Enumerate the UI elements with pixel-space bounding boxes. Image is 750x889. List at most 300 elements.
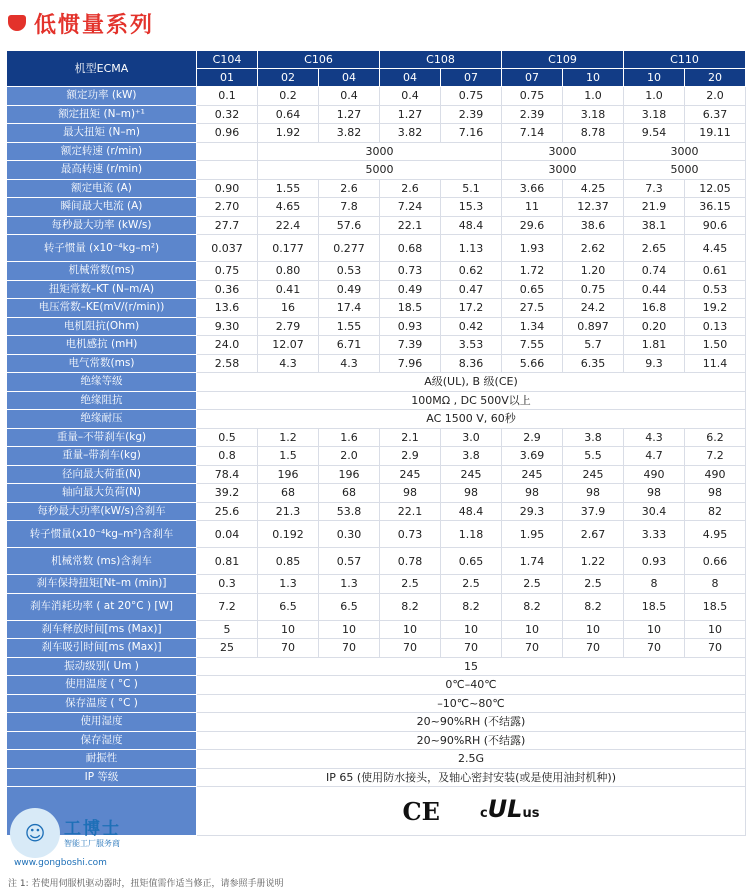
spec-value-cell <box>197 161 258 180</box>
spec-value-cell: 4.95 <box>685 521 746 548</box>
spec-value-cell: 2.9 <box>380 447 441 466</box>
spec-table <box>6 50 746 836</box>
spec-row <box>7 124 746 143</box>
spec-value-cell: 0℃–40℃ <box>197 676 746 695</box>
spec-row <box>7 521 746 548</box>
spec-value-cell: 4.65 <box>258 198 319 217</box>
spec-value-cell: 0.32 <box>197 105 258 124</box>
spec-row-label: 电气常数(ms) <box>7 354 197 373</box>
spec-row <box>7 731 746 750</box>
spec-value-cell: 36.15 <box>685 198 746 217</box>
spec-value-cell: 7.8 <box>319 198 380 217</box>
spec-value-cell: 6.2 <box>685 428 746 447</box>
spec-value-cell: 4.3 <box>624 428 685 447</box>
spec-row <box>7 502 746 521</box>
spec-value-cell: 7.3 <box>624 179 685 198</box>
spec-value-cell: 6.5 <box>319 593 380 620</box>
page-title-row <box>8 8 154 38</box>
spec-value-cell: 1.18 <box>441 521 502 548</box>
spec-row <box>7 87 746 106</box>
spec-value-cell: 7.96 <box>380 354 441 373</box>
spec-value-cell: 0.3 <box>197 575 258 594</box>
spec-value-cell: 0.192 <box>258 521 319 548</box>
spec-value-cell: 0.49 <box>319 280 380 299</box>
spec-value-cell: 11.4 <box>685 354 746 373</box>
spec-value-cell: 0.41 <box>258 280 319 299</box>
spec-value-cell: 1.27 <box>380 105 441 124</box>
series-bullet-icon <box>8 15 26 31</box>
spec-row <box>7 216 746 235</box>
spec-row-label: 绝缘耐压 <box>7 410 197 429</box>
spec-value-cell: 21.9 <box>624 198 685 217</box>
spec-value-cell: 98 <box>563 484 624 503</box>
spec-row-label: 耐振性 <box>7 750 197 769</box>
spec-value-cell: 100MΩ , DC 500V以上 <box>197 391 746 410</box>
spec-value-cell: 27.7 <box>197 216 258 235</box>
spec-value-cell: 7.55 <box>502 336 563 355</box>
spec-value-cell: 19.11 <box>685 124 746 143</box>
spec-value-cell: 13.6 <box>197 299 258 318</box>
spec-row-label: 电压常数–KE(mV/(r/min)) <box>7 299 197 318</box>
spec-value-cell: 29.3 <box>502 502 563 521</box>
spec-value-cell: 90.6 <box>685 216 746 235</box>
spec-value-cell: 3.69 <box>502 447 563 466</box>
spec-row-label: 每秒最大功率 (kW/s) <box>7 216 197 235</box>
spec-value-cell: 0.36 <box>197 280 258 299</box>
watermark <box>10 808 140 868</box>
spec-value-cell: 19.2 <box>685 299 746 318</box>
spec-value-cell: 70 <box>502 639 563 658</box>
spec-value-cell: 11 <box>502 198 563 217</box>
spec-value-cell: 3000 <box>258 142 502 161</box>
spec-value-cell: 16.8 <box>624 299 685 318</box>
spec-value-cell: 3000 <box>502 142 624 161</box>
spec-value-cell: 2.62 <box>563 235 624 262</box>
spec-row-label: 额定转速 (r/min) <box>7 142 197 161</box>
spec-value-cell: 10 <box>380 620 441 639</box>
spec-value-cell: 0.75 <box>441 87 502 106</box>
model-subcode-header: 20 <box>685 69 746 87</box>
spec-row-label: 机械常数 (ms)含刹车 <box>7 548 197 575</box>
model-subcode-header: 04 <box>319 69 380 87</box>
spec-row <box>7 713 746 732</box>
spec-row <box>7 235 746 262</box>
spec-row <box>7 657 746 676</box>
spec-value-cell: 1.3 <box>319 575 380 594</box>
spec-value-cell: 8.2 <box>563 593 624 620</box>
spec-row-label: 额定功率 (kW) <box>7 87 197 106</box>
spec-value-cell: 25.6 <box>197 502 258 521</box>
spec-value-cell: 0.81 <box>197 548 258 575</box>
page-title: 低惯量系列 <box>34 12 155 38</box>
spec-value-cell: 1.6 <box>319 428 380 447</box>
spec-row <box>7 299 746 318</box>
spec-value-cell: 8.36 <box>441 354 502 373</box>
spec-value-cell: 15.3 <box>441 198 502 217</box>
spec-value-cell: 7.39 <box>380 336 441 355</box>
spec-value-cell: 6.37 <box>685 105 746 124</box>
spec-value-cell: 70 <box>319 639 380 658</box>
spec-value-cell: 0.90 <box>197 179 258 198</box>
spec-value-cell: 30.4 <box>624 502 685 521</box>
spec-value-cell: 1.81 <box>624 336 685 355</box>
spec-value-cell: 0.037 <box>197 235 258 262</box>
spec-value-cell: 1.74 <box>502 548 563 575</box>
spec-value-cell: 37.9 <box>563 502 624 521</box>
spec-value-cell: 2.58 <box>197 354 258 373</box>
spec-value-cell: 0.2 <box>258 87 319 106</box>
spec-value-cell: 2.1 <box>380 428 441 447</box>
spec-row-label: IP 等级 <box>7 768 197 787</box>
spec-value-cell: 0.1 <box>197 87 258 106</box>
spec-row <box>7 391 746 410</box>
spec-value-cell: 24.2 <box>563 299 624 318</box>
spec-row <box>7 620 746 639</box>
spec-value-cell: 1.55 <box>319 317 380 336</box>
spec-value-cell: 18.5 <box>624 593 685 620</box>
spec-value-cell: 2.79 <box>258 317 319 336</box>
spec-value-cell: 0.177 <box>258 235 319 262</box>
spec-value-cell: 0.73 <box>380 262 441 281</box>
spec-value-cell: 17.2 <box>441 299 502 318</box>
spec-value-cell: 1.13 <box>441 235 502 262</box>
spec-value-cell: 4.25 <box>563 179 624 198</box>
certification-cell <box>197 787 746 836</box>
spec-value-cell: 1.3 <box>258 575 319 594</box>
spec-value-cell: 22.1 <box>380 502 441 521</box>
spec-value-cell: 10 <box>563 620 624 639</box>
spec-row <box>7 428 746 447</box>
spec-value-cell: 1.5 <box>258 447 319 466</box>
spec-value-cell: 4.3 <box>258 354 319 373</box>
spec-value-cell: 0.68 <box>380 235 441 262</box>
spec-row <box>7 280 746 299</box>
spec-value-cell: 9.54 <box>624 124 685 143</box>
spec-value-cell: 0.42 <box>441 317 502 336</box>
model-group-header: C110 <box>624 51 746 69</box>
spec-value-cell: 1.95 <box>502 521 563 548</box>
spec-value-cell: 7.14 <box>502 124 563 143</box>
spec-value-cell: 245 <box>563 465 624 484</box>
model-group-header: C106 <box>258 51 380 69</box>
spec-value-cell: 9.3 <box>624 354 685 373</box>
spec-value-cell: 0.85 <box>258 548 319 575</box>
spec-value-cell: 1.27 <box>319 105 380 124</box>
spec-value-cell: –10℃~80℃ <box>197 694 746 713</box>
ce-mark-icon: CE <box>402 796 440 826</box>
spec-value-cell: 2.0 <box>685 87 746 106</box>
spec-value-cell: 8 <box>685 575 746 594</box>
spec-row <box>7 179 746 198</box>
model-subcode-header: 07 <box>502 69 563 87</box>
spec-value-cell: 0.20 <box>624 317 685 336</box>
spec-value-cell: 2.5 <box>563 575 624 594</box>
spec-row-label: 刹车释放时间[ms (Max)] <box>7 620 197 639</box>
model-header-label: 机型ECMA <box>7 51 197 87</box>
spec-value-cell: 4.45 <box>685 235 746 262</box>
spec-value-cell: 98 <box>380 484 441 503</box>
mascot-icon: ☺ <box>10 808 60 858</box>
spec-value-cell: 0.53 <box>685 280 746 299</box>
spec-value-cell: 0.93 <box>624 548 685 575</box>
spec-value-cell: 1.50 <box>685 336 746 355</box>
spec-value-cell: 29.6 <box>502 216 563 235</box>
spec-value-cell: 70 <box>624 639 685 658</box>
spec-value-cell: 7.24 <box>380 198 441 217</box>
spec-value-cell: 0.8 <box>197 447 258 466</box>
model-subcode-header: 01 <box>197 69 258 87</box>
spec-value-cell: 196 <box>319 465 380 484</box>
spec-value-cell: 2.5 <box>380 575 441 594</box>
spec-value-cell: 0.65 <box>502 280 563 299</box>
spec-value-cell: 10 <box>685 620 746 639</box>
spec-value-cell: 2.5G <box>197 750 746 769</box>
model-group-header: C104 <box>197 51 258 69</box>
spec-row <box>7 142 746 161</box>
spec-row-label: 保存温度 ( °C ) <box>7 694 197 713</box>
spec-value-cell: 0.73 <box>380 521 441 548</box>
spec-value-cell: 2.6 <box>380 179 441 198</box>
spec-value-cell: 0.57 <box>319 548 380 575</box>
spec-value-cell: 1.0 <box>624 87 685 106</box>
spec-row <box>7 484 746 503</box>
spec-value-cell: 3.8 <box>441 447 502 466</box>
spec-row <box>7 768 746 787</box>
spec-value-cell: 0.897 <box>563 317 624 336</box>
spec-value-cell: 21.3 <box>258 502 319 521</box>
spec-row-label: 额定扭矩 (N–m)⁺¹ <box>7 105 197 124</box>
spec-value-cell: 24.0 <box>197 336 258 355</box>
spec-row-label: 绝缘等级 <box>7 373 197 392</box>
spec-value-cell: 1.92 <box>258 124 319 143</box>
spec-row <box>7 262 746 281</box>
spec-row <box>7 198 746 217</box>
spec-value-cell: 3.82 <box>319 124 380 143</box>
model-subcode-header: 10 <box>563 69 624 87</box>
spec-value-cell: 82 <box>685 502 746 521</box>
spec-value-cell: 1.0 <box>563 87 624 106</box>
spec-value-cell: 3.66 <box>502 179 563 198</box>
model-subcode-header: 10 <box>624 69 685 87</box>
spec-value-cell: 98 <box>502 484 563 503</box>
spec-value-cell: 2.39 <box>502 105 563 124</box>
spec-value-cell: 10 <box>258 620 319 639</box>
spec-row-label: 机械常数(ms) <box>7 262 197 281</box>
spec-value-cell: 0.4 <box>319 87 380 106</box>
spec-value-cell: 2.6 <box>319 179 380 198</box>
spec-row-label: 每秒最大功率(kW/s)含刹车 <box>7 502 197 521</box>
spec-value-cell: 16 <box>258 299 319 318</box>
spec-value-cell: 196 <box>258 465 319 484</box>
spec-value-cell: 2.9 <box>502 428 563 447</box>
spec-value-cell: 3.82 <box>380 124 441 143</box>
spec-value-cell: 53.8 <box>319 502 380 521</box>
spec-value-cell: 0.75 <box>502 87 563 106</box>
spec-value-cell: 18.5 <box>685 593 746 620</box>
spec-row-label: 振动级别( Um ) <box>7 657 197 676</box>
spec-row-label: 刹车消耗功率 ( at 20°C ) [W] <box>7 593 197 620</box>
spec-value-cell: 0.47 <box>441 280 502 299</box>
spec-value-cell: 1.55 <box>258 179 319 198</box>
spec-value-cell: 17.4 <box>319 299 380 318</box>
ul-mark: UL <box>487 794 523 823</box>
spec-value-cell: IP 65 (使用防水接头，及轴心密封安装(或是使用油封机种)) <box>197 768 746 787</box>
spec-row-label: 径向最大荷重(N) <box>7 465 197 484</box>
spec-value-cell: 9.30 <box>197 317 258 336</box>
spec-value-cell: 2.5 <box>502 575 563 594</box>
spec-value-cell: 10 <box>441 620 502 639</box>
spec-value-cell: 5.66 <box>502 354 563 373</box>
spec-row <box>7 447 746 466</box>
spec-value-cell: 3.8 <box>563 428 624 447</box>
spec-value-cell: 68 <box>258 484 319 503</box>
spec-value-cell: 1.93 <box>502 235 563 262</box>
spec-row <box>7 593 746 620</box>
spec-value-cell: 0.5 <box>197 428 258 447</box>
spec-value-cell: 70 <box>441 639 502 658</box>
spec-value-cell: 2.0 <box>319 447 380 466</box>
footnote: 注 1: 若使用伺服机驱动器时，扭矩值需作适当修正，请参照手册说明 <box>8 879 284 889</box>
spec-value-cell: 0.64 <box>258 105 319 124</box>
spec-value-cell: 48.4 <box>441 216 502 235</box>
spec-row <box>7 317 746 336</box>
spec-value-cell: 1.2 <box>258 428 319 447</box>
spec-value-cell: 2.65 <box>624 235 685 262</box>
model-subcode-header: 07 <box>441 69 502 87</box>
spec-value-cell: 5.7 <box>563 336 624 355</box>
spec-row <box>7 354 746 373</box>
spec-value-cell: 57.6 <box>319 216 380 235</box>
spec-value-cell: 490 <box>624 465 685 484</box>
spec-row <box>7 465 746 484</box>
spec-value-cell: 7.2 <box>685 447 746 466</box>
spec-value-cell: 5000 <box>258 161 502 180</box>
spec-value-cell: 2.67 <box>563 521 624 548</box>
spec-value-cell: 48.4 <box>441 502 502 521</box>
spec-value-cell: 25 <box>197 639 258 658</box>
spec-value-cell: 5000 <box>624 161 746 180</box>
model-group-header: C108 <box>380 51 502 69</box>
spec-value-cell: 0.4 <box>380 87 441 106</box>
spec-value-cell: 3.33 <box>624 521 685 548</box>
spec-value-cell: 7.2 <box>197 593 258 620</box>
spec-value-cell: 27.5 <box>502 299 563 318</box>
spec-value-cell: 0.78 <box>380 548 441 575</box>
spec-value-cell: 0.96 <box>197 124 258 143</box>
spec-row <box>7 694 746 713</box>
us-suffix: us <box>522 805 540 821</box>
spec-value-cell: 12.05 <box>685 179 746 198</box>
spec-row <box>7 639 746 658</box>
spec-value-cell: 38.6 <box>563 216 624 235</box>
spec-value-cell: 0.62 <box>441 262 502 281</box>
spec-row-label: 电机感抗 (mH) <box>7 336 197 355</box>
spec-value-cell: 6.71 <box>319 336 380 355</box>
spec-value-cell: 0.74 <box>624 262 685 281</box>
spec-value-cell: 245 <box>380 465 441 484</box>
spec-row-label: 最大扭矩 (N–m) <box>7 124 197 143</box>
spec-row-label: 重量–带刹车(kg) <box>7 447 197 466</box>
spec-value-cell: 245 <box>502 465 563 484</box>
spec-value-cell: 0.30 <box>319 521 380 548</box>
spec-value-cell: 7.16 <box>441 124 502 143</box>
spec-value-cell: 0.66 <box>685 548 746 575</box>
cul-prefix: c <box>479 805 488 821</box>
spec-row <box>7 373 746 392</box>
spec-value-cell: 39.2 <box>197 484 258 503</box>
spec-value-cell: 3000 <box>502 161 624 180</box>
watermark-brand: 工博士 <box>64 819 121 839</box>
spec-value-cell: 12.37 <box>563 198 624 217</box>
spec-value-cell: 8.2 <box>502 593 563 620</box>
spec-value-cell: 5 <box>197 620 258 639</box>
spec-value-cell: 1.34 <box>502 317 563 336</box>
spec-row <box>7 336 746 355</box>
spec-row-label: 刹车吸引时间[ms (Max)] <box>7 639 197 658</box>
spec-row <box>7 161 746 180</box>
spec-value-cell: 0.53 <box>319 262 380 281</box>
spec-row <box>7 410 746 429</box>
spec-value-cell: 6.5 <box>258 593 319 620</box>
spec-value-cell: 8.2 <box>380 593 441 620</box>
spec-value-cell: 22.1 <box>380 216 441 235</box>
spec-value-cell: 70 <box>563 639 624 658</box>
spec-value-cell: 98 <box>441 484 502 503</box>
spec-value-cell: 10 <box>502 620 563 639</box>
spec-row-label: 轴向最大负荷(N) <box>7 484 197 503</box>
spec-value-cell: 3.0 <box>441 428 502 447</box>
spec-value-cell: 10 <box>624 620 685 639</box>
spec-value-cell: 18.5 <box>380 299 441 318</box>
spec-row-label: 瞬间最大电流 (A) <box>7 198 197 217</box>
spec-value-cell: 70 <box>380 639 441 658</box>
spec-value-cell: 2.70 <box>197 198 258 217</box>
spec-value-cell: 6.35 <box>563 354 624 373</box>
certification-marks <box>197 787 745 835</box>
spec-row <box>7 676 746 695</box>
spec-row-label: 转子惯量 (x10⁻⁴kg–m²) <box>7 235 197 262</box>
spec-value-cell: 3000 <box>624 142 746 161</box>
spec-value-cell <box>197 142 258 161</box>
spec-row-label: 额定电流 (A) <box>7 179 197 198</box>
spec-value-cell: 20~90%RH (不结露) <box>197 731 746 750</box>
spec-value-cell: 3.53 <box>441 336 502 355</box>
spec-value-cell: 8.2 <box>441 593 502 620</box>
spec-value-cell: 8.78 <box>563 124 624 143</box>
spec-value-cell: 0.13 <box>685 317 746 336</box>
spec-row-label: 扭矩常数–KT (N–m/A) <box>7 280 197 299</box>
model-group-header: C109 <box>502 51 624 69</box>
spec-value-cell: 2.39 <box>441 105 502 124</box>
spec-value-cell: 0.49 <box>380 280 441 299</box>
spec-value-cell: 8 <box>624 575 685 594</box>
spec-row-label: 使用温度 ( °C ) <box>7 676 197 695</box>
spec-value-cell: 4.7 <box>624 447 685 466</box>
spec-value-cell: 1.72 <box>502 262 563 281</box>
spec-value-cell: 0.75 <box>197 262 258 281</box>
spec-value-cell: 0.04 <box>197 521 258 548</box>
spec-row-label: 使用湿度 <box>7 713 197 732</box>
spec-value-cell: 0.93 <box>380 317 441 336</box>
model-subcode-header: 02 <box>258 69 319 87</box>
spec-value-cell: 5.5 <box>563 447 624 466</box>
spec-value-cell: 38.1 <box>624 216 685 235</box>
spec-value-cell: 98 <box>685 484 746 503</box>
spec-row <box>7 575 746 594</box>
spec-value-cell: 2.5 <box>441 575 502 594</box>
watermark-subtitle: 智能工厂服务商 <box>64 839 120 848</box>
cul-us-mark-icon <box>479 794 540 823</box>
